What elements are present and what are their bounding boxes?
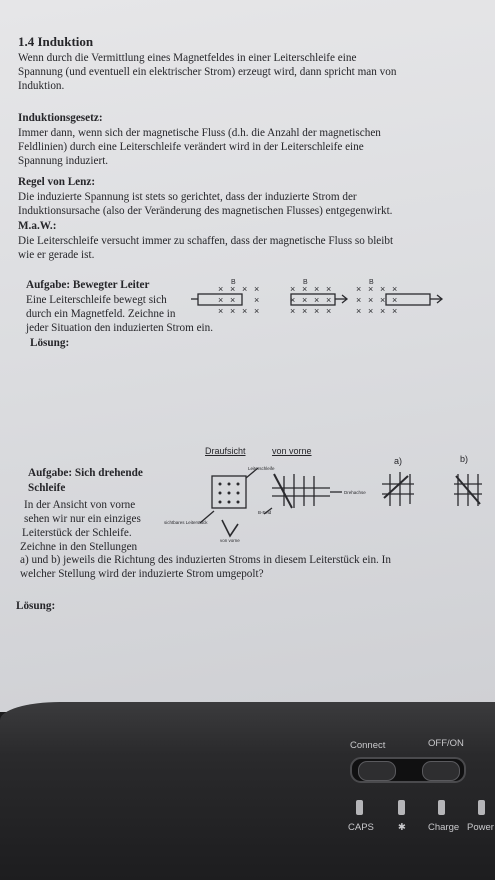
power-toggle-knob[interactable] bbox=[422, 761, 460, 781]
field-cross: × bbox=[290, 306, 296, 316]
task2-line-3: Leiterstück der Schleife. bbox=[22, 527, 132, 539]
field-dot bbox=[228, 501, 231, 504]
rotating-loop-figures bbox=[160, 462, 490, 547]
field-cross: × bbox=[314, 284, 320, 294]
b-field-label: B bbox=[369, 279, 374, 286]
charge-label: Charge bbox=[428, 822, 460, 833]
label-conductor: sichtbares Leiterstück bbox=[164, 520, 208, 525]
field-cross: × bbox=[380, 284, 386, 294]
law-line-2: Feldlinien) durch eine Leiterschleife verändert wird in der Leiterschleife eine bbox=[18, 141, 364, 153]
maw-line-1: Die Leiterschleife versucht immer zu schaffen, dass der magnetische Fluss so bleibt bbox=[18, 235, 394, 247]
field-cross: × bbox=[368, 306, 374, 316]
label-loop: Leiterschleife bbox=[248, 466, 275, 471]
field-cross: × bbox=[392, 284, 398, 294]
caps-led bbox=[356, 800, 363, 815]
field-cross: × bbox=[230, 284, 236, 294]
label-front-view: von vorne bbox=[272, 446, 312, 456]
field-cross: × bbox=[254, 306, 260, 316]
field-cross: × bbox=[230, 295, 236, 305]
field-dot bbox=[219, 483, 222, 486]
field-cross: × bbox=[356, 295, 362, 305]
field-cross: × bbox=[326, 295, 332, 305]
label-axis: Drehachse bbox=[344, 490, 366, 495]
power-led-label: Power bbox=[467, 822, 494, 833]
position-a-conductor bbox=[384, 476, 408, 498]
lenz-line-1: Die induzierte Spannung ist stets so gerichtet, dass der induzierte Strom der bbox=[18, 191, 357, 203]
label-position-a: a) bbox=[394, 456, 403, 466]
field-cross: × bbox=[218, 306, 224, 316]
field-cross: × bbox=[302, 284, 308, 294]
field-cross: × bbox=[254, 284, 260, 294]
field-dot bbox=[237, 492, 240, 495]
task2-question-1: a) und b) jeweils die Richtung des induzierten Stroms in diesem Leiterstück ein. In bbox=[20, 554, 391, 566]
task2-line-4: Zeichne in den Stellungen bbox=[20, 541, 138, 553]
field-cross: × bbox=[368, 284, 374, 294]
power-switch[interactable] bbox=[350, 757, 466, 783]
b-field-label: B bbox=[303, 279, 308, 286]
task2-title-2: Schleife bbox=[28, 482, 66, 494]
label-field: B-Feld bbox=[258, 510, 272, 515]
field-cross: × bbox=[302, 306, 308, 316]
field-dot bbox=[228, 492, 231, 495]
field-cross: × bbox=[218, 295, 224, 305]
field-cross: × bbox=[392, 306, 398, 316]
label-front: von vorne bbox=[220, 538, 240, 543]
observer-mark bbox=[222, 520, 238, 536]
law-line-1: Immer dann, wenn sich der magnetische Fluss (d.h. die Anzahl der magnetischen bbox=[18, 127, 381, 139]
field-dot bbox=[237, 483, 240, 486]
field-cross: × bbox=[368, 295, 374, 305]
field-cross: × bbox=[326, 284, 332, 294]
section-heading: 1.4 Induktion bbox=[18, 34, 94, 49]
intro-line-2: Spannung (und eventuell ein elektrischer Strom) erzeugt wird, dann spricht man von bbox=[18, 66, 397, 78]
power-led bbox=[478, 800, 485, 815]
field-dot bbox=[219, 501, 222, 504]
field-cross: × bbox=[392, 295, 398, 305]
task1-title: Aufgabe: Bewegter Leiter bbox=[26, 279, 150, 291]
lenz-title: Regel von Lenz: bbox=[18, 176, 96, 188]
label-top-view: Draufsicht bbox=[205, 446, 246, 456]
field-cross: × bbox=[218, 284, 224, 294]
law-line-3: Spannung induziert. bbox=[18, 155, 109, 167]
field-cross: × bbox=[356, 284, 362, 294]
maw-line-2: wie er gerade ist. bbox=[18, 249, 95, 261]
lenz-line-2: Induktionsursache (also der Veränderung des magnetischen Flusses) entgegenwirkt. bbox=[18, 205, 393, 217]
front-conductor bbox=[274, 474, 292, 508]
field-cross: × bbox=[290, 295, 296, 305]
field-cross: × bbox=[290, 284, 296, 294]
field-cross: × bbox=[326, 306, 332, 316]
device-panel bbox=[0, 702, 495, 880]
bluetooth-icon: ✱ bbox=[398, 822, 406, 833]
field-cross: × bbox=[380, 306, 386, 316]
b-field-label: B bbox=[231, 279, 236, 286]
field-cross: × bbox=[254, 295, 260, 305]
power-switch-label: OFF/ON bbox=[428, 738, 464, 749]
task2-line-1: In der Ansicht von vorne bbox=[24, 499, 136, 511]
field-cross: × bbox=[356, 306, 362, 316]
field-cross: × bbox=[314, 295, 320, 305]
field-dot bbox=[237, 501, 240, 504]
intro-line-1: Wenn durch die Vermittlung eines Magnetfeldes in einer Leiterschleife eine bbox=[18, 52, 357, 64]
field-cross: × bbox=[314, 306, 320, 316]
field-dot bbox=[219, 492, 222, 495]
connect-label: Connect bbox=[350, 740, 386, 751]
task1-line-2: durch ein Magnetfeld. Zeichne in bbox=[26, 308, 176, 320]
field-cross: × bbox=[242, 284, 248, 294]
task1-solution-label: Lösung: bbox=[30, 337, 70, 349]
task2-line-2: sehen wir nur ein einziges bbox=[24, 513, 141, 525]
maw-title: M.a.W.: bbox=[18, 220, 57, 232]
field-cross: × bbox=[230, 306, 236, 316]
connect-button[interactable] bbox=[358, 761, 396, 781]
label-position-b: b) bbox=[460, 454, 469, 464]
intro-line-3: Induktion. bbox=[18, 80, 65, 92]
field-cross: × bbox=[380, 295, 386, 305]
field-cross: × bbox=[242, 306, 248, 316]
field-dot bbox=[228, 483, 231, 486]
caps-label: CAPS bbox=[348, 822, 374, 833]
bluetooth-led bbox=[398, 800, 405, 815]
task1-line-3: jeder Situation den induzierten Strom ein. bbox=[26, 322, 214, 334]
law-title: Induktionsgesetz: bbox=[18, 112, 103, 124]
charge-led bbox=[438, 800, 445, 815]
task2-title-1: Aufgabe: Sich drehende bbox=[28, 467, 143, 479]
task1-line-1: Eine Leiterschleife bewegt sich bbox=[26, 294, 167, 306]
field-cross: × bbox=[302, 295, 308, 305]
task2-question-2: welcher Stellung wird der induzierte Strom umgepolt? bbox=[20, 568, 264, 580]
moving-loop-figures bbox=[190, 276, 450, 324]
task2-solution-label: Lösung: bbox=[16, 600, 56, 612]
